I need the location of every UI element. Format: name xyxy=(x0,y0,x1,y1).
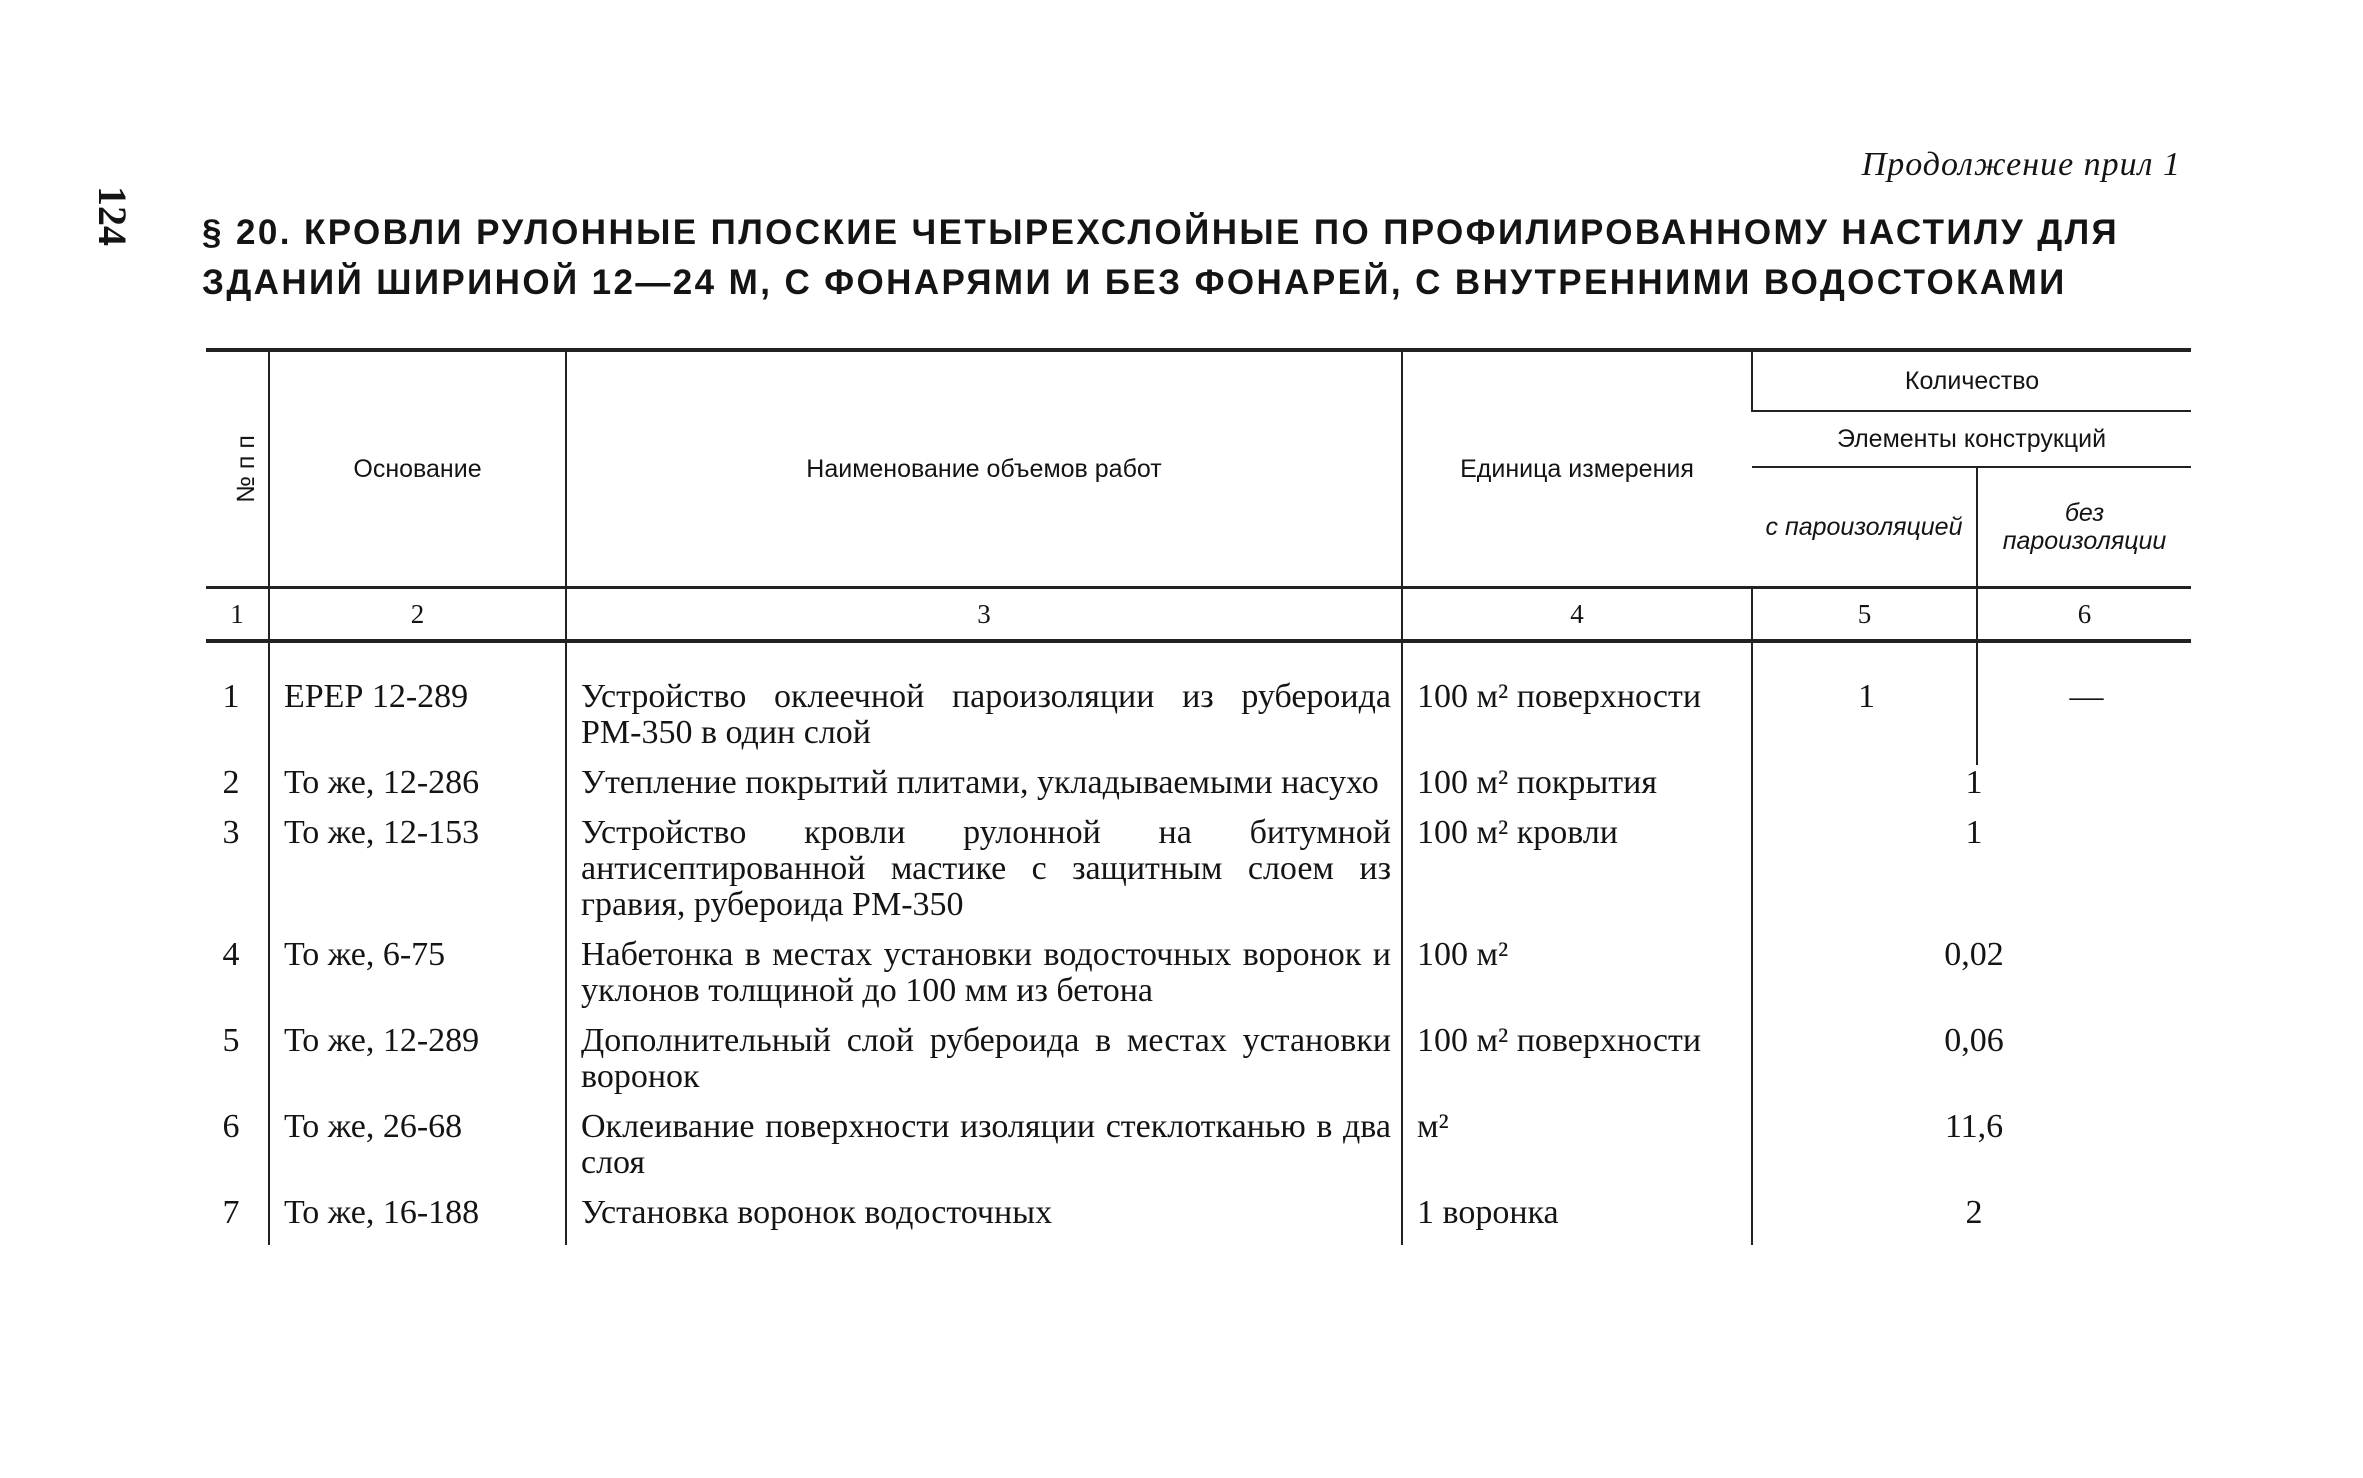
table-row xyxy=(206,815,2191,937)
column-number: 5 xyxy=(1752,588,1977,642)
table-row xyxy=(206,1109,2191,1195)
row-unit: 100 м² xyxy=(1402,937,1752,1023)
row-qty-with-vapor: 1 xyxy=(1752,641,1977,765)
row-unit: м² xyxy=(1402,1109,1752,1195)
row-basis: То же, 26-68 xyxy=(269,1109,566,1195)
header-unit: Единица измерения xyxy=(1402,350,1752,588)
works-table xyxy=(206,348,2191,1245)
header-work: Наименование объемов работ xyxy=(566,350,1402,588)
row-qty: 0,02 xyxy=(1752,937,2191,1023)
row-number: 2 xyxy=(222,764,240,801)
header-quantity: Количество xyxy=(1752,350,2191,411)
table-row xyxy=(206,765,2191,815)
heading-line-2: ЗДАНИЙ ШИРИНОЙ 12—24 М, С ФОНАРЯМИ И БЕЗ ФОНАРЕЙ, С ВНУТРЕННИМИ ВОДОСТОКАМИ xyxy=(202,263,2067,302)
row-qty: 1 xyxy=(1752,815,2191,937)
row-basis: То же, 12-153 xyxy=(269,815,566,937)
header-elements: Элементы конструкций xyxy=(1752,411,2191,467)
row-qty: 11,6 xyxy=(1752,1109,2191,1195)
row-number: 4 xyxy=(222,936,240,973)
row-number: 3 xyxy=(222,814,240,851)
row-work: Набетонка в местах установки водосточных воронок и уклонов толщиной до 100 мм из бетона xyxy=(566,937,1402,1023)
column-number: 4 xyxy=(1402,588,1752,642)
column-number: 6 xyxy=(1977,588,2191,642)
column-number: 2 xyxy=(269,588,566,642)
row-unit: 100 м² кровли xyxy=(1402,815,1752,937)
row-basis: То же, 16-188 xyxy=(269,1195,566,1245)
column-number: 3 xyxy=(566,588,1402,642)
row-number: 5 xyxy=(222,1022,240,1059)
row-work: Устройство оклеечной пароизоляции из рубероида РМ-350 в один слой xyxy=(566,641,1402,765)
row-basis: То же, 12-286 xyxy=(269,765,566,815)
table-row xyxy=(206,1023,2191,1109)
column-number: 1 xyxy=(206,588,269,642)
heading-line-1: § 20. КРОВЛИ РУЛОННЫЕ ПЛОСКИЕ ЧЕТЫРЕХСЛОЙНЫЕ ПО ПРОФИЛИРОВАННОМУ НАСТИЛУ ДЛЯ xyxy=(202,213,2120,252)
row-number: 6 xyxy=(222,1108,240,1145)
continuation-note: Продолжение прил 1 xyxy=(1861,146,2181,183)
row-qty: 2 xyxy=(1752,1195,2191,1245)
header-num: № п п xyxy=(206,350,269,588)
table-row xyxy=(206,641,2191,765)
row-unit: 100 м² покрытия xyxy=(1402,765,1752,815)
row-qty: 0,06 xyxy=(1752,1023,2191,1109)
header-basis: Основание xyxy=(269,350,566,588)
table-row xyxy=(206,937,2191,1023)
header-with-vapor: с пароизоляцией xyxy=(1752,467,1977,588)
table-row xyxy=(206,1195,2191,1245)
section-heading xyxy=(202,208,2182,308)
row-basis: То же, 12-289 xyxy=(269,1023,566,1109)
row-qty-without-vapor: — xyxy=(1977,641,2191,765)
row-number: 1 xyxy=(222,678,240,715)
row-work: Утепление покрытий плитами, укладываемыми насухо xyxy=(566,765,1402,815)
row-basis: ЕРЕР 12-289 xyxy=(269,641,566,765)
page-number: 124 xyxy=(90,186,135,246)
row-qty: 1 xyxy=(1752,765,2191,815)
row-work: Устройство кровли рулонной на битумной антисептированной мастике с защитным слоем из гравия, рубероида РМ-350 xyxy=(566,815,1402,937)
row-number: 7 xyxy=(222,1194,240,1231)
row-unit: 100 м² поверхности xyxy=(1402,641,1752,765)
row-unit: 1 воронка xyxy=(1402,1195,1752,1245)
row-work: Оклеивание поверхности изоляции стеклотканью в два слоя xyxy=(566,1109,1402,1195)
header-without-vapor: без пароизоляции xyxy=(1977,467,2191,588)
row-work: Дополнительный слой рубероида в местах установки воронок xyxy=(566,1023,1402,1109)
row-work: Установка воронок водосточных xyxy=(566,1195,1402,1245)
row-unit: 100 м² поверхности xyxy=(1402,1023,1752,1109)
row-basis: То же, 6-75 xyxy=(269,937,566,1023)
